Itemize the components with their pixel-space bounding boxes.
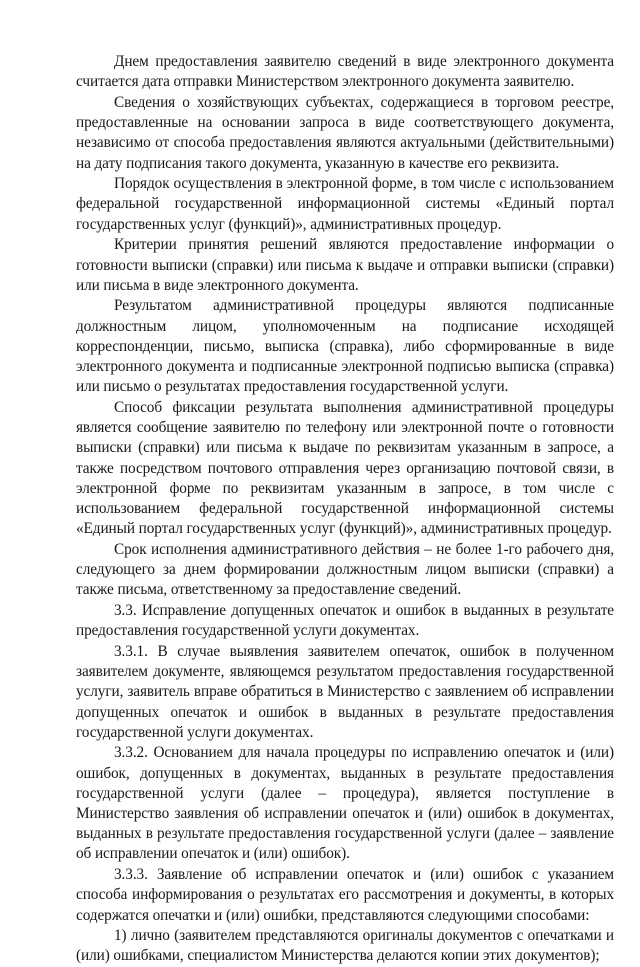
paragraph-3-3-2: 3.3.2. Основанием для начала процедуры по исправлению опечаток и (или) ошибок, допущенных в документах, выданных в результате предоставления государственной услуги (далее – процедура), является поступление в Министерство заявления об исправлении опечаток и (или) ошибок в документах, выданных в результате предоставления государственной услуги (далее – заявление об исправлении опечаток и (или) ошибок). (76, 744, 614, 863)
paragraph-trade-register-info: Сведения о хозяйствующих субъектах, содержащиеся в торговом реестре, предоставленные на основании запроса в виде соответствующего документа, независимо от способа предоставления являются актуальными (действительными) на дату подписания такого документа, указанную в качестве его реквизита. (76, 93, 614, 172)
document-page (76, 52, 614, 967)
paragraph-procedure-result: Результатом административной процедуры являются подписанные должностным лицом, уполномоченным на подписание исходящей корреспонденции, письмо, выписка (справка), либо сформированные в виде электронного документа и подписанные электронной подписью выписка (справка) или письмо о результатах предоставления государственной услуги. (76, 297, 614, 396)
section-heading-3-3: 3.3. Исправление допущенных опечаток и ошибок в выданных в результате предоставления государственной услуги документах. (76, 601, 614, 640)
paragraph-electronic-delivery-date: Днем предоставления заявителю сведений в виде электронного документа считается дата отправки Министерством электронного документа заявителю. (76, 53, 614, 91)
paragraph-execution-term: Срок исполнения административного действия – не более 1-го рабочего дня, следующего за днем формировании должностным лицом выписки (справки) а также письма, ответственному за предоставление сведений. (76, 540, 614, 599)
paragraph-submission-in-person: 1) лично (заявителем представляются оригиналы документов с опечатками и (или) ошибками, специалистом Министерства делаются копии этих документов); (76, 927, 614, 965)
paragraph-result-fixation: Способ фиксации результата выполнения административной процедуры является сообщение заявителю по телефону или электронной почте о готовности выписки (справки) или письма к выдаче по реквизитам указанным в запросе, а также посредством почтового отправления через организацию почтовой связи, в электронной форме по реквизитам указанным в запросе, в том числе с использованием федеральной государственной информационной системы «Единый портал государственных услуг (функций)», административных процедур. (76, 398, 614, 538)
paragraph-decision-criteria: Критерии принятия решений являются предоставление информации о готовности выписки (справки) или письма к выдаче и отправки выписки (справки) или письма в виде электронного документа. (76, 236, 614, 294)
paragraph-3-3-1: 3.3.1. В случае выявления заявителем опечаток, ошибок в полученном заявителем документе, являющемся результатом предоставления государственной услуги, заявитель вправе обратиться в Министерство с заявлением об исправлении допущенных опечаток и ошибок в выданных в результате предоставления государственной услуги документах. (76, 642, 614, 741)
paragraph-electronic-procedure-order: Порядок осуществления в электронной форме, в том числе с использованием федеральной государственной информационной системы «Единый портал государственных услуг (функций)», административных процедур. (76, 175, 614, 233)
paragraph-3-3-3: 3.3.3. Заявление об исправлении опечаток и (или) ошибок с указанием способа информирования о результатах его рассмотрения и документы, в которых содержатся опечатки и (или) ошибки, представляются следующими способами: (76, 866, 614, 924)
